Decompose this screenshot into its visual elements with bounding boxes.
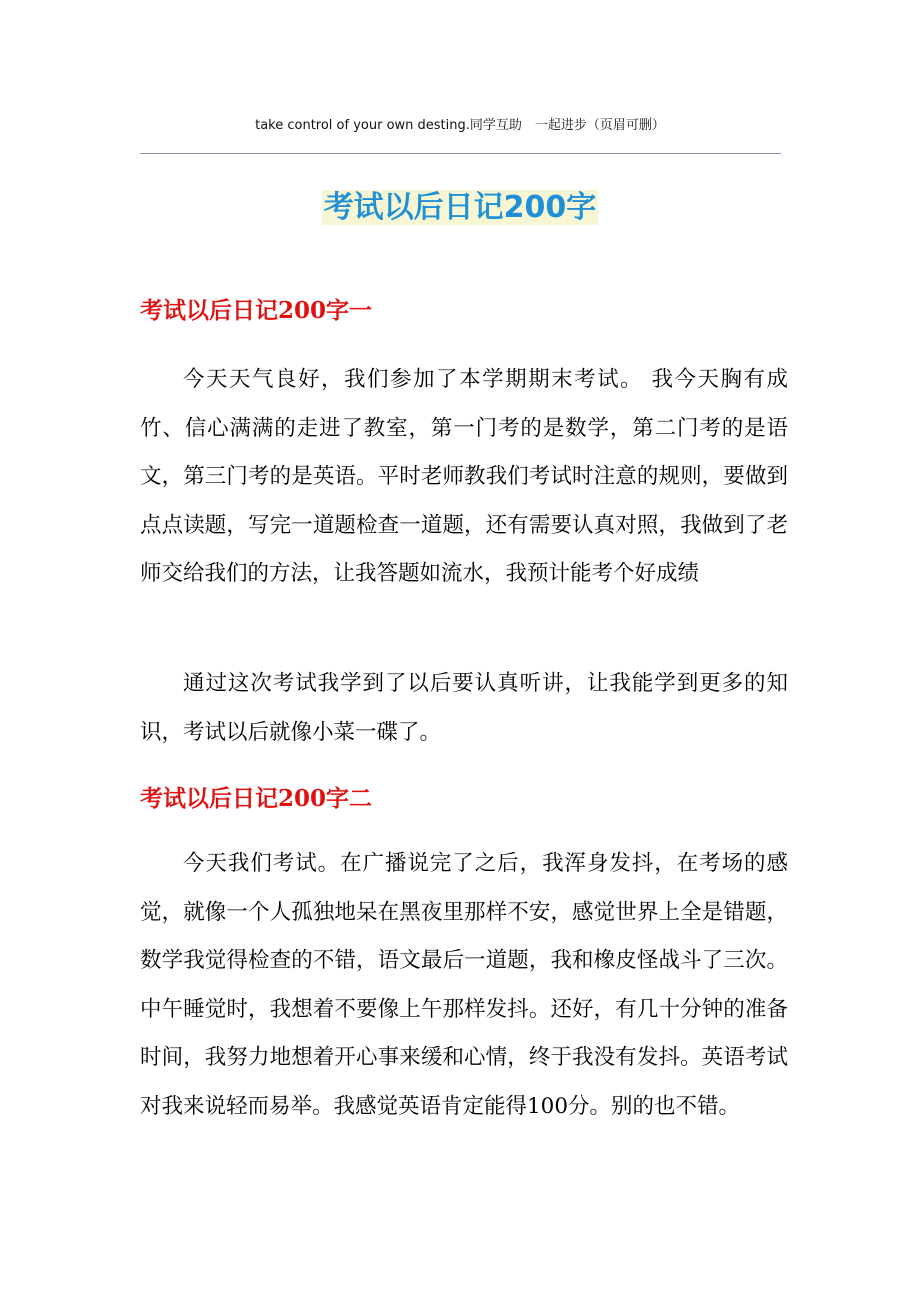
section-heading-2: 考试以后日记200字二 <box>140 785 373 812</box>
section-1-paragraph-1: 今天天气良好，我们参加了本学期期末考试。 我今天胸有成竹、信心满满的走进了教室，第一门考的是数学，第二门考的是语文，第三门考的是英语。平时老师教我们考试时注意的规则，要做到点点读题，写完一道题检查一道题，还有需要认真对照，我做到了老师交给我们的方法，让我答题如流水，我预计能考个好成绩 <box>140 367 788 586</box>
document-title <box>0 186 920 230</box>
section-2-paragraph-1: 今天我们考试。在广播说完了之后，我浑身发抖，在考场的感觉，就像一个人孤独地呆在黑夜里那样不安，感觉世界上全是错题，数学我觉得检查的不错，语文最后一道题，我和橡皮怪战斗了三次。中午睡觉时，我想着不要像上午那样发抖。还好，有几十分钟的准备时间，我努力地想着开心事来缓和心情，终于我没有发抖。英语考试对我来说轻而易举。我感觉英语肯定能得100分。别的也不错。 <box>140 851 788 1119</box>
section-1-paragraph-2: 通过这次考试我学到了以后要认真听讲，让我能学到更多的知识，考试以后就像小菜一碟了。 <box>140 671 788 745</box>
page-header: take control of your own desting.同学互助 一起进步（页眉可删） <box>255 118 665 133</box>
document-title-text: 考试以后日记200字 <box>323 190 597 225</box>
section-heading-1: 考试以后日记200字一 <box>140 297 373 324</box>
header-divider <box>140 153 781 154</box>
